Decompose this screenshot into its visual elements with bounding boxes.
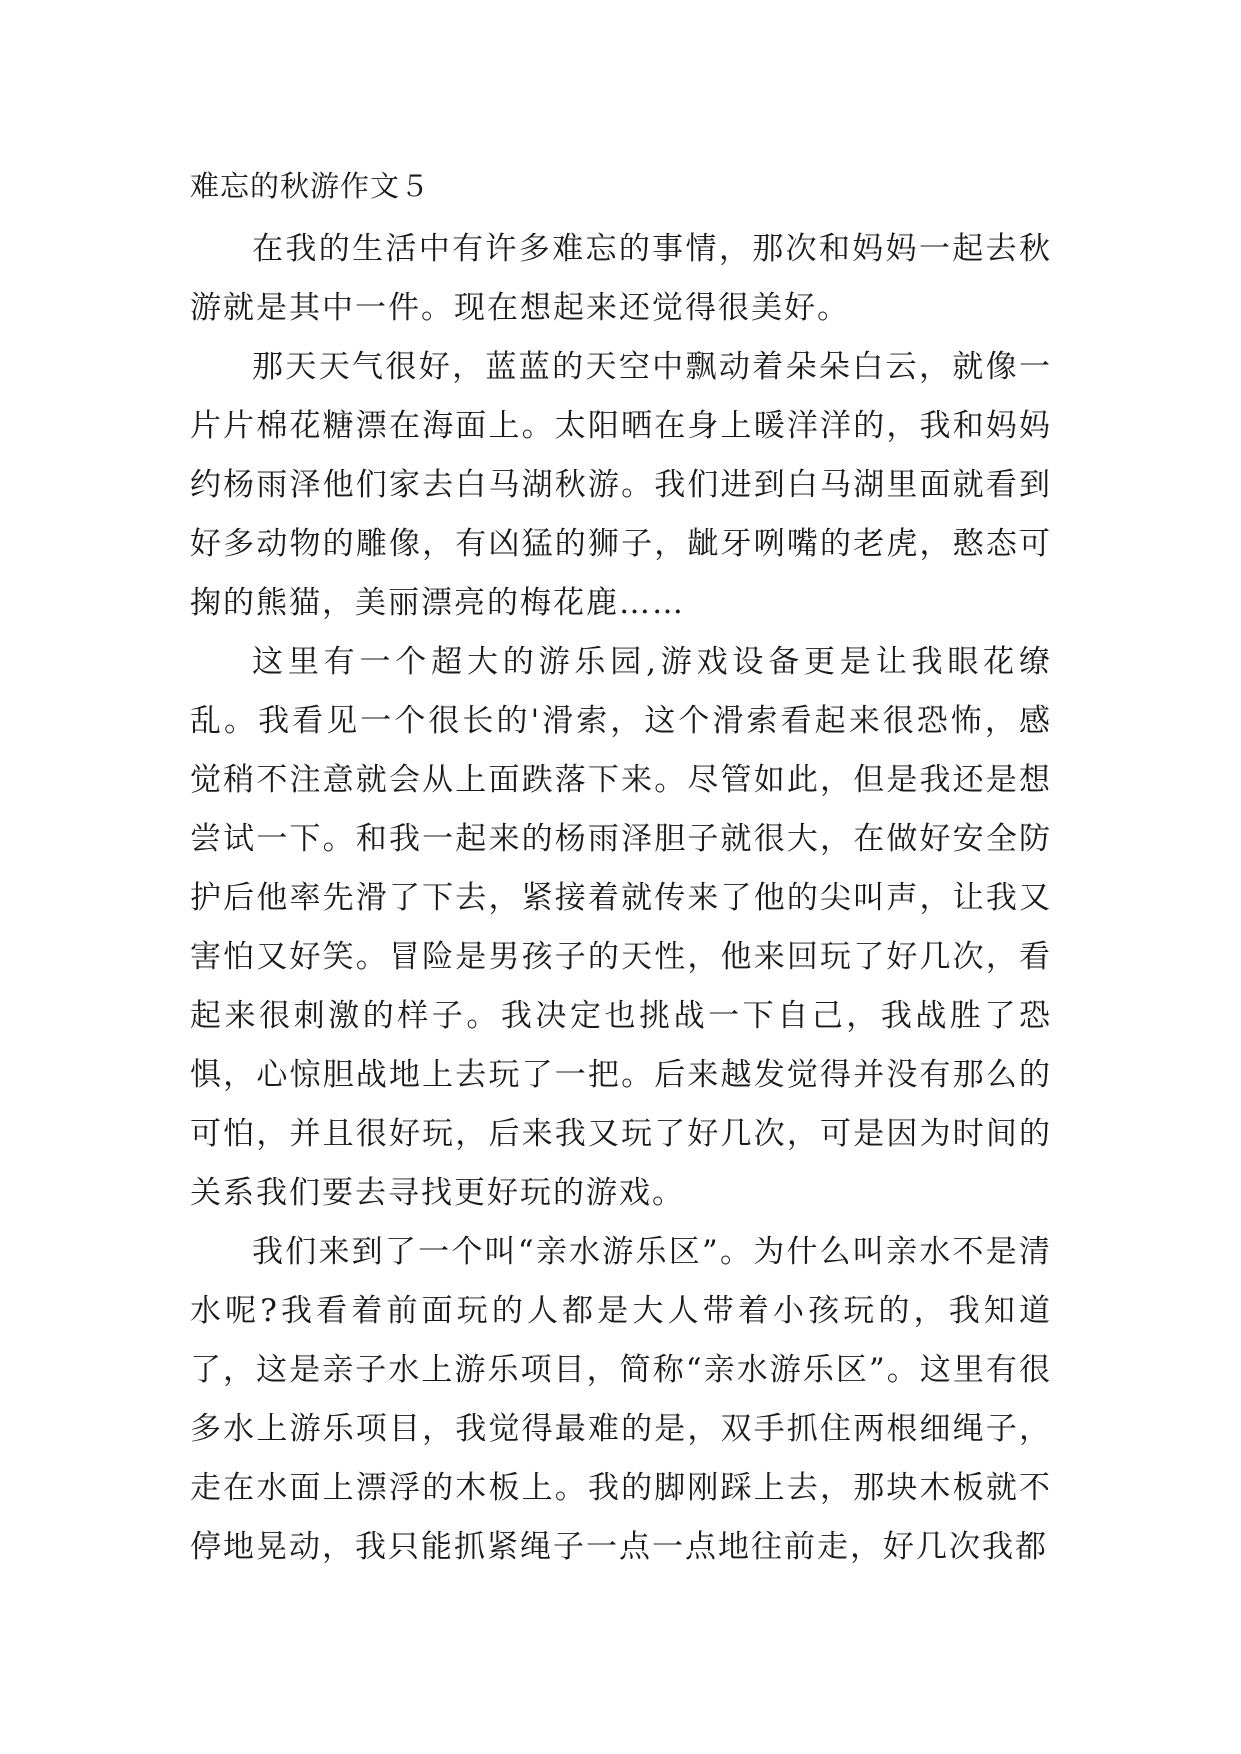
document-title: 难忘的秋游作文５ bbox=[190, 169, 431, 203]
paragraph-1: 在我的生活中有许多难忘的事情，那次和妈妈一起去秋游就是其中一件。现在想起来还觉得很美好。 bbox=[190, 231, 1052, 326]
paragraph-2: 那天天气很好，蓝蓝的天空中飘动着朵朵白云，就像一片片棉花糖漂在海面上。太阳晒在身上暖洋洋的，我和妈妈约杨雨泽他们家去白马湖秋游。我们进到白马湖里面就看到好多动物的雕像，有凶猛的狮子，龇牙咧嘴的老虎，憨态可掬的熊猫，美丽漂亮的梅花鹿…… bbox=[190, 349, 1052, 621]
paragraph-4: 我们来到了一个叫“亲水游乐区”。为什么叫亲水不是清水呢?我看着前面玩的人都是大人带着小孩玩的，我知道了，这是亲子水上游乐项目，简称“亲水游乐区”。这里有很多水上游乐项目，我觉得最难的是，双手抓住两根细绳子，走在水面上漂浮的木板上。我的脚刚踩上去，那块木板就不停地晃动，我只能抓紧绳子一点一点地往前走，好几次我都 bbox=[190, 1234, 1052, 1565]
document-page bbox=[190, 160, 1052, 1577]
paragraph-3: 这里有一个超大的游乐园,游戏设备更是让我眼花缭乱。我看见一个很长的'滑索，这个滑索看起来很恐怖，感觉稍不注意就会从上面跌落下来。尽管如此，但是我还是想尝试一下。和我一起来的杨雨泽胆子就很大，在做好安全防护后他率先滑了下去，紧接着就传来了他的尖叫声，让我又害怕又好笑。冒险是男孩子的天性，他来回玩了好几次，看起来很刺激的样子。我决定也挑战一下自己，我战胜了恐惧，心惊胆战地上去玩了一把。后来越发觉得并没有那么的可怕，并且很好玩，后来我又玩了好几次，可是因为时间的关系我们要去寻找更好玩的游戏。 bbox=[190, 644, 1052, 1211]
